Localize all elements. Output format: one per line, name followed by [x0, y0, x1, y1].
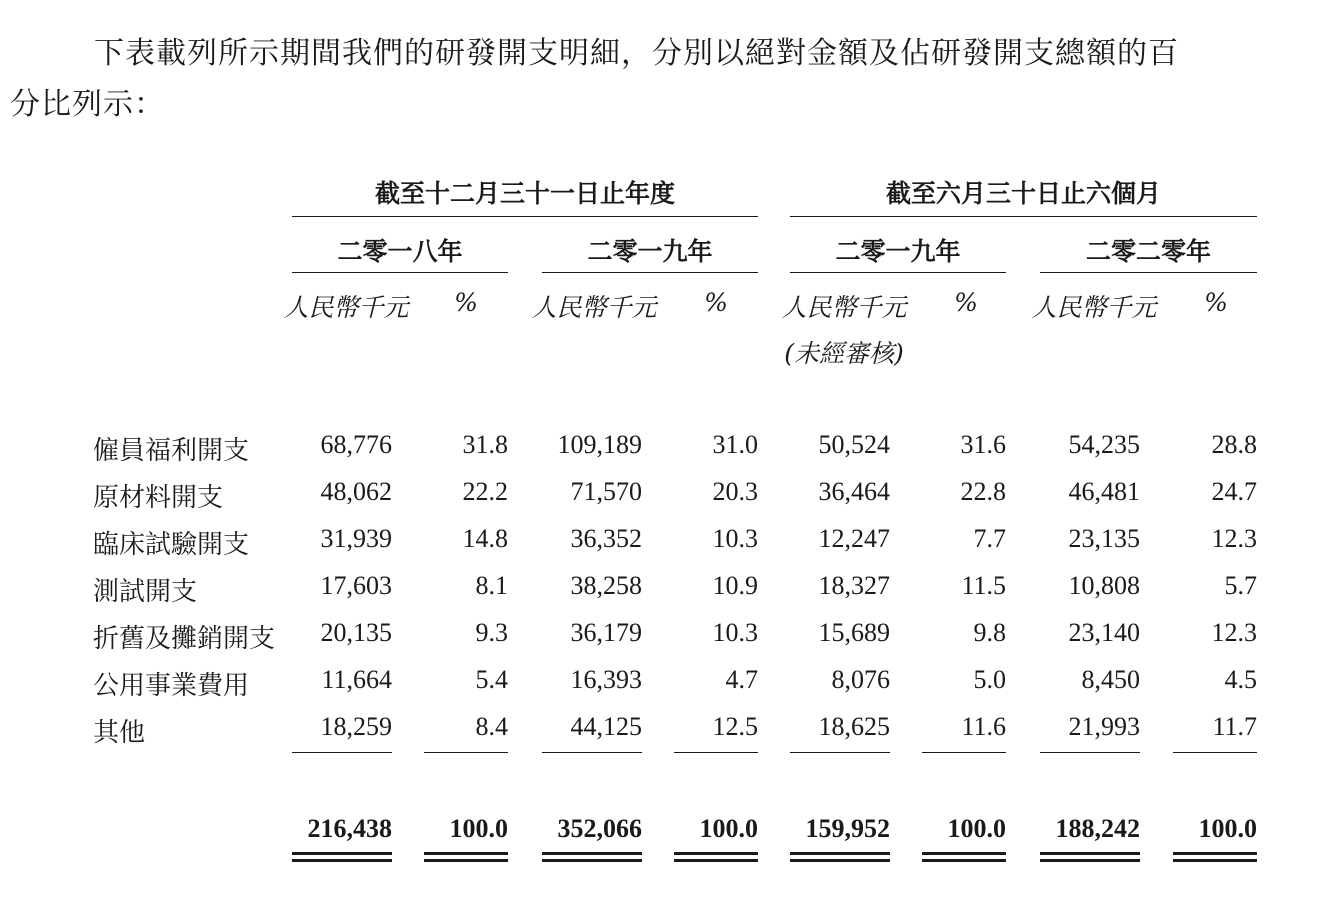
total-double-rule [674, 852, 758, 862]
cell: 12,247 [818, 524, 890, 553]
cell: 22.8 [960, 477, 1006, 506]
cell: 4.7 [725, 665, 758, 694]
total-double-rule [292, 852, 392, 862]
total-cell: 100.0 [699, 814, 758, 843]
subtotal-rule [1173, 752, 1257, 753]
subtotal-rule [1040, 752, 1140, 753]
group-rule-annual [292, 216, 758, 217]
subtotal-rule [790, 752, 890, 753]
cell: 11,664 [321, 665, 392, 694]
total-double-rule [1040, 852, 1140, 862]
cell: 10.9 [712, 571, 758, 600]
cell: 8.1 [475, 571, 508, 600]
cell: 8,450 [1081, 665, 1140, 694]
cell: 16,393 [570, 665, 642, 694]
year-header-2018: 二零一八年 [337, 237, 463, 266]
cell: 12.3 [1211, 618, 1257, 647]
cell: 12.5 [712, 712, 758, 741]
total-double-rule [1173, 852, 1257, 862]
cell: 31.6 [960, 430, 1006, 459]
unit-pct-2: % [704, 288, 728, 317]
cell: 20.3 [712, 477, 758, 506]
total-cell: 188,242 [1055, 814, 1140, 843]
intro-paragraph [10, 28, 1300, 130]
cell: 36,179 [570, 618, 642, 647]
cell: 9.8 [973, 618, 1006, 647]
subtotal-rule [292, 752, 392, 753]
cell: 4.5 [1224, 665, 1257, 694]
cell: 24.7 [1211, 477, 1257, 506]
cell: 23,140 [1068, 618, 1140, 647]
total-cell: 100.0 [947, 814, 1006, 843]
cell: 22.2 [462, 477, 508, 506]
cell: 15,689 [818, 618, 890, 647]
cell: 31,939 [320, 524, 392, 553]
year-header-2019-annual: 二零一九年 [587, 237, 713, 266]
cell: 11.7 [1212, 712, 1257, 741]
cell: 38,258 [570, 571, 642, 600]
unit-rmb-2: 人民幣千元 [531, 293, 657, 322]
cell: 48,062 [320, 477, 392, 506]
unit-rmb-3: 人民幣千元 [781, 293, 907, 322]
subtotal-rule [424, 752, 508, 753]
year-header-2020-half: 二零二零年 [1085, 237, 1211, 266]
unit-pct-4: % [1204, 288, 1228, 317]
cell: 54,235 [1068, 430, 1140, 459]
cell: 8.4 [475, 712, 508, 741]
cell: 7.7 [973, 524, 1006, 553]
total-cell: 100.0 [449, 814, 508, 843]
total-cell: 352,066 [557, 814, 642, 843]
year-rule-2019-annual [542, 272, 758, 273]
row-label-depreciation: 折舊及攤銷開支 [93, 624, 276, 654]
year-rule-2019-half [790, 272, 1006, 273]
cell: 44,125 [570, 712, 642, 741]
cell: 68,776 [320, 430, 392, 459]
cell: 5.0 [973, 665, 1006, 694]
cell: 12.3 [1211, 524, 1257, 553]
subtotal-rule [542, 752, 642, 753]
cell: 28.8 [1211, 430, 1257, 459]
cell: 50,524 [818, 430, 890, 459]
cell: 10.3 [712, 618, 758, 647]
cell: 31.8 [462, 430, 508, 459]
row-label-clinical: 臨床試驗開支 [93, 530, 250, 560]
cell: 10.3 [712, 524, 758, 553]
group-header-annual: 截至十二月三十一日止年度 [374, 179, 675, 208]
unit-rmb-4: 人民幣千元 [1031, 293, 1157, 322]
total-double-rule [542, 852, 642, 862]
cell: 11.5 [961, 571, 1006, 600]
cell: 5.7 [1224, 571, 1257, 600]
unit-rmb-1: 人民幣千元 [283, 293, 409, 322]
cell: 18,259 [320, 712, 392, 741]
cell: 36,352 [570, 524, 642, 553]
row-label-employee: 僱員福利開支 [93, 436, 250, 466]
cell: 109,189 [557, 430, 642, 459]
total-double-rule [922, 852, 1006, 862]
total-cell: 159,952 [805, 814, 890, 843]
intro-line-2: 分比列示： [10, 87, 165, 122]
total-cell: 216,438 [307, 814, 392, 843]
cell: 18,625 [818, 712, 890, 741]
cell: 46,481 [1068, 477, 1140, 506]
unit-pct-1: % [454, 288, 478, 317]
group-rule-halfyear [790, 216, 1257, 217]
total-cell: 100.0 [1198, 814, 1257, 843]
row-label-others: 其他 [93, 718, 146, 748]
unit-pct-3: % [954, 288, 978, 317]
cell: 8,076 [831, 665, 890, 694]
cell: 21,993 [1068, 712, 1140, 741]
group-header-halfyear: 截至六月三十日止六個月 [885, 179, 1161, 208]
total-double-rule [790, 852, 890, 862]
year-rule-2020-half [1040, 272, 1257, 273]
year-header-2019-half: 二零一九年 [835, 237, 961, 266]
cell: 71,570 [570, 477, 642, 506]
row-label-materials: 原材料開支 [93, 483, 224, 513]
cell: 23,135 [1068, 524, 1140, 553]
cell: 14.8 [462, 524, 508, 553]
cell: 31.0 [712, 430, 758, 459]
subtotal-rule [922, 752, 1006, 753]
intro-line-1: 下表載列所示期間我們的研發開支明細，分別以絕對金額及佔研發開支總額的百 [94, 36, 1179, 71]
subtotal-rule [674, 752, 758, 753]
cell: 10,808 [1068, 571, 1140, 600]
row-label-testing: 測試開支 [93, 577, 198, 607]
cell: 36,464 [818, 477, 890, 506]
year-rule-2018 [292, 272, 508, 273]
total-double-rule [424, 852, 508, 862]
cell: 20,135 [320, 618, 392, 647]
cell: 17,603 [320, 571, 392, 600]
cell: 11.6 [961, 712, 1006, 741]
unaudited-note: (未經審核) [784, 339, 904, 368]
cell: 9.3 [475, 618, 508, 647]
row-label-utilities: 公用事業費用 [93, 671, 250, 701]
cell: 5.4 [475, 665, 508, 694]
cell: 18,327 [818, 571, 890, 600]
